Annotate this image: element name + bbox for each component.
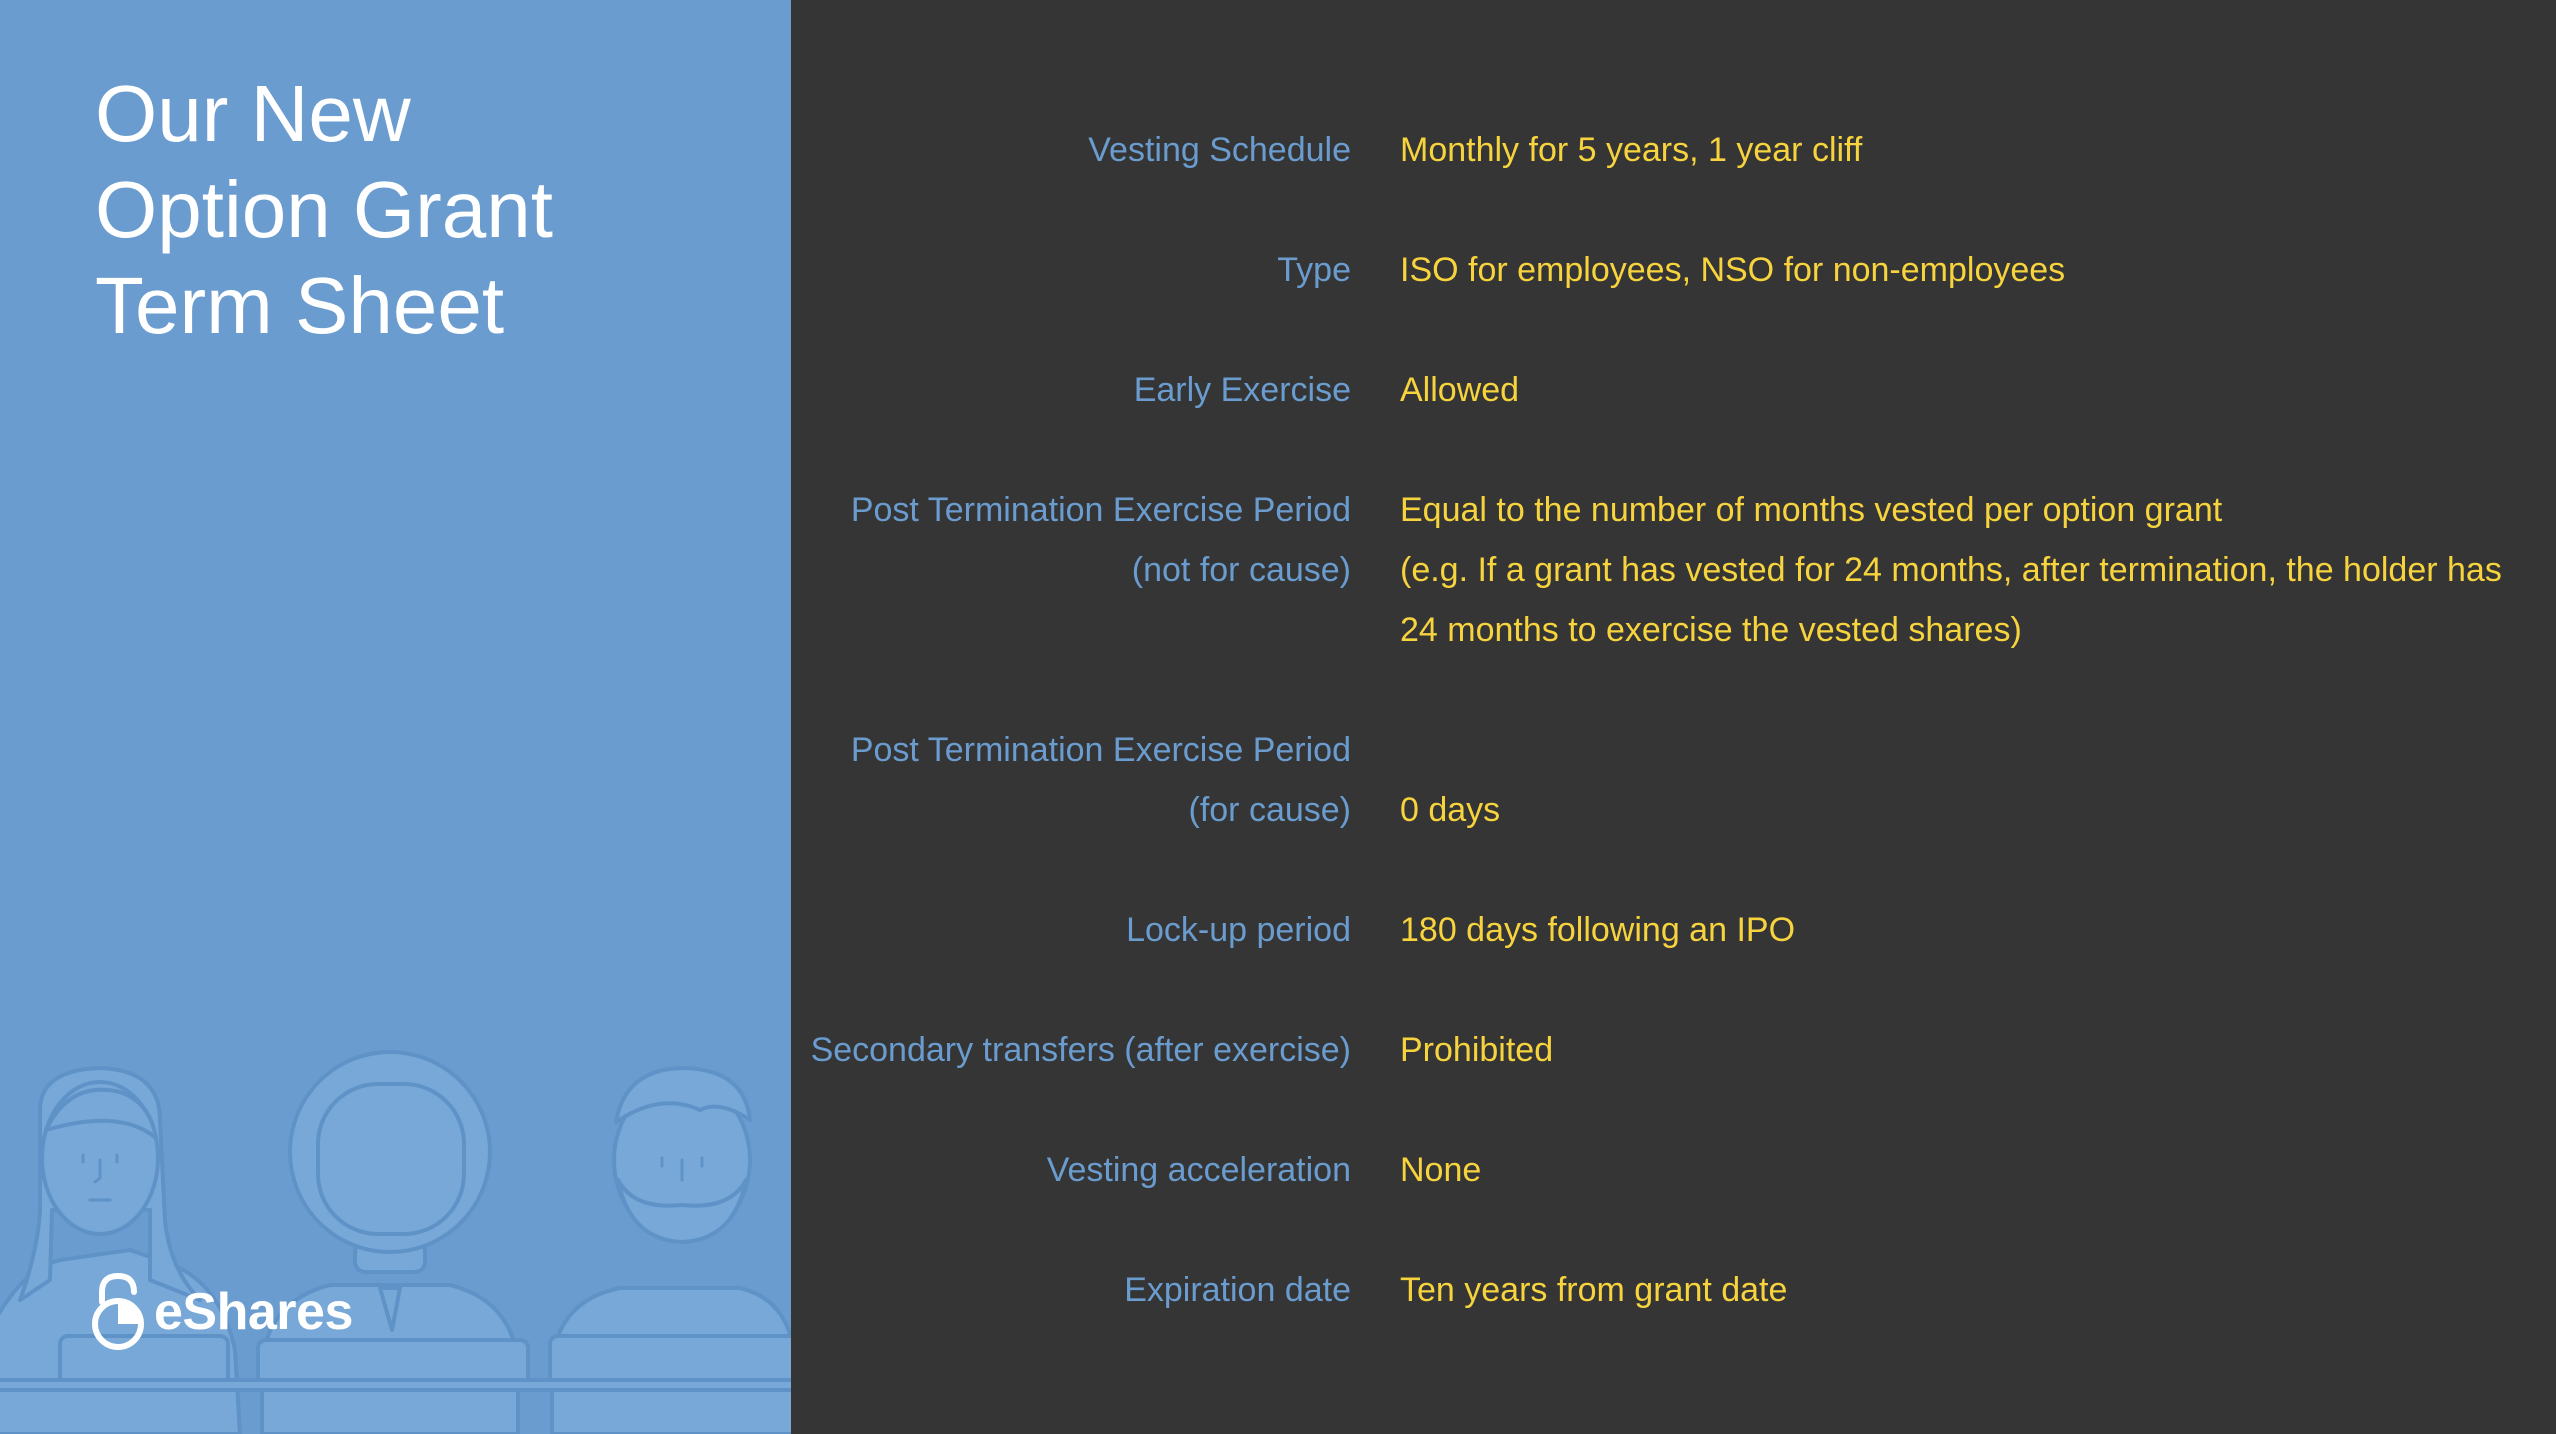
padlock-icon: [90, 1272, 146, 1352]
term-value-line: 0 days: [1400, 791, 1501, 829]
term-value-line: Prohibited: [1400, 1031, 1554, 1069]
term-label-line: Post Termination Exercise Period: [850, 731, 1351, 769]
title-line: Our New: [95, 69, 411, 158]
term-value-line: Monthly for 5 years, 1 year cliff: [1400, 131, 1863, 169]
term-value: [1400, 1140, 2520, 1200]
term-label-line: Expiration date: [1124, 1271, 1351, 1309]
term-label: [791, 360, 1351, 420]
term-sheet-table: [791, 0, 2556, 1434]
term-value-line: Equal to the number of months vested per option grant: [1400, 491, 2223, 529]
term-value-line: ISO for employees, NSO for non-employees: [1400, 251, 2066, 289]
title-line: Term Sheet: [95, 261, 505, 350]
term-value-line: 180 days following an IPO: [1400, 911, 1796, 949]
term-label: [791, 120, 1351, 180]
term-label-line: Secondary transfers (after exercise): [810, 1031, 1351, 1069]
term-label: [791, 900, 1351, 960]
term-label: [791, 720, 1351, 840]
title-line: Option Grant: [95, 165, 554, 254]
eshares-logo: [90, 1272, 353, 1352]
term-value: [1400, 1260, 2520, 1320]
term-value: [1400, 480, 2520, 660]
term-label: [791, 1260, 1351, 1320]
term-value-line: Allowed: [1400, 371, 1520, 409]
people-illustration: [0, 1030, 791, 1434]
term-label-line: (for cause): [1188, 791, 1351, 829]
term-value-line: None: [1400, 1151, 1482, 1189]
term-value-line: 24 months to exercise the vested shares): [1400, 611, 2022, 649]
term-value: [1400, 1020, 2520, 1080]
term-value: [1400, 360, 2520, 420]
term-label-line: Vesting Schedule: [1088, 131, 1351, 169]
term-label-line: Type: [1277, 251, 1351, 289]
term-label-line: Lock-up period: [1126, 911, 1351, 949]
term-label-line: Post Termination Exercise Period: [850, 491, 1351, 529]
term-label-line: (not for cause): [1131, 551, 1351, 589]
term-label-line: Early Exercise: [1133, 371, 1351, 409]
term-label: [791, 1020, 1351, 1080]
term-value: [1400, 240, 2520, 300]
term-value: [1400, 120, 2520, 180]
term-value: [1400, 900, 2520, 960]
term-value-line: Ten years from grant date: [1400, 1271, 1788, 1309]
page-title: [95, 66, 735, 354]
logo-text: eShares: [154, 1283, 353, 1341]
term-label: [791, 240, 1351, 300]
term-label: [791, 480, 1351, 600]
term-label: [791, 1140, 1351, 1200]
left-panel: [0, 0, 791, 1434]
term-label-line: Vesting acceleration: [1046, 1151, 1351, 1189]
term-value: [1400, 780, 2520, 840]
term-value-line: (e.g. If a grant has vested for 24 months, after termination, the holder has: [1400, 551, 2502, 589]
